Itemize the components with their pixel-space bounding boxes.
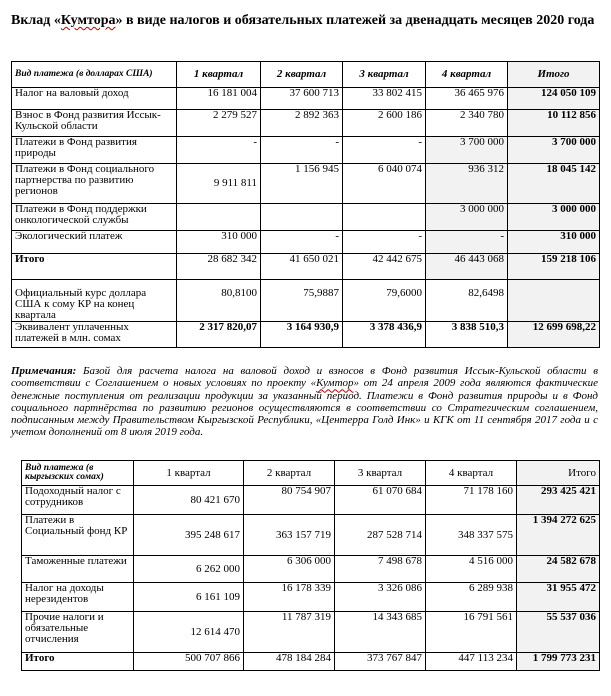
row-label: Эквивалент уплаченных платежей в млн. сомах	[12, 322, 177, 348]
cell-value: 6 306 000	[244, 556, 335, 583]
cell-value: 41 650 021	[261, 254, 343, 280]
cell-total: 159 218 106	[508, 254, 600, 280]
table-row	[12, 204, 600, 231]
cell-value: 37 600 713	[261, 88, 343, 110]
row-label: Прочие налоги и обязательные отчисления	[22, 612, 134, 653]
cell-value: 6 040 074	[343, 164, 426, 204]
row-label: Налог на доходы нерезидентов	[22, 583, 134, 612]
row-label: Официальный курс доллара США к сому КР на конец квартала	[12, 280, 177, 322]
cell-value: 310 000	[177, 231, 261, 254]
table-row	[22, 612, 600, 653]
usd-payments-table	[11, 61, 600, 348]
cell-value: 80,8100	[177, 280, 261, 322]
cell-value: -	[343, 231, 426, 254]
cell-value: 2 892 363	[261, 110, 343, 137]
cell-value: -	[261, 137, 343, 164]
page-title: Вклад «Кумтора» в виде налогов и обязательных платежей за двенадцать месяцев 2020 года	[11, 13, 595, 28]
table-row	[22, 556, 600, 583]
header-cell: 4 квартал	[426, 461, 517, 486]
cell-value	[343, 204, 426, 231]
cell-value: 82,6498	[426, 280, 508, 322]
row-label: Итого	[12, 254, 177, 280]
header-cell: 1 квартал	[134, 461, 244, 486]
cell-value: 3 326 086	[335, 583, 426, 612]
cell-value: 42 442 675	[343, 254, 426, 280]
cell-total: 55 537 036	[517, 612, 600, 653]
cell-value: 9 911 811	[177, 164, 261, 204]
row-label: Платежи в Фонд социального партнерства по развитию регионов	[12, 164, 177, 204]
cell-value: 348 337 575	[426, 515, 517, 556]
cell-value: 6 289 938	[426, 583, 517, 612]
row-label: Налог на валовый доход	[12, 88, 177, 110]
cell-value: 46 443 068	[426, 254, 508, 280]
cell-value: 7 498 678	[335, 556, 426, 583]
cell-value: 36 465 976	[426, 88, 508, 110]
table-row	[12, 164, 600, 204]
header-cell: Итого	[508, 62, 600, 88]
table-row	[12, 322, 600, 348]
cell-value: 3 164 930,9	[261, 322, 343, 348]
header-cell: Вид платежа (в долларах США)	[12, 62, 177, 88]
cell-value: 71 178 160	[426, 486, 517, 515]
cell-value: 447 113 234	[426, 653, 517, 671]
cell-value: 33 802 415	[343, 88, 426, 110]
table-row	[12, 110, 600, 137]
table-row	[12, 231, 600, 254]
table-header-row	[22, 461, 600, 486]
cell-value: 3 378 436,9	[343, 322, 426, 348]
cell-total: 124 050 109	[508, 88, 600, 110]
header-cell: 1 квартал	[177, 62, 261, 88]
cell-total: 10 112 856	[508, 110, 600, 137]
table-row	[12, 137, 600, 164]
notes-paragraph: Примечания: Базой для расчета налога на валовой доход и взносов в Фонд развития Иссык-Кульской области в соответствии с Соглашением о новых условиях по проекту «Кумтор» от 24 апреля 2009 года являются фактические денежные поступления от реализации продукции за указанный период. Платежи в Фонд развития природы и в Фонд социального партнёрства по развитию регионов осуществляются в соответствии со Стратегическим соглашением, подписанным между Правительством Кыргызской Республики, «Центерра Голд Инк» и КГК от 11 сентября 2017 года и с учетом дополнений от 8 июля 2019 года.	[11, 365, 598, 439]
table-header-row	[12, 62, 600, 88]
cell-value: 3 838 510,3	[426, 322, 508, 348]
header-cell: Вид платежа (в кыргызских сомах)	[22, 461, 134, 486]
cell-value: -	[261, 231, 343, 254]
cell-value: 12 614 470	[134, 612, 244, 653]
cell-total: 12 699 698,22	[508, 322, 600, 348]
cell-value: 1 156 945	[261, 164, 343, 204]
cell-value: 478 184 284	[244, 653, 335, 671]
total-row	[12, 254, 600, 280]
cell-value: 3 000 000	[426, 204, 508, 231]
cell-value	[261, 204, 343, 231]
cell-value: 6 262 000	[134, 556, 244, 583]
cell-value: 936 312	[426, 164, 508, 204]
cell-value: 500 707 866	[134, 653, 244, 671]
row-label: Платежи в Фонд развития природы	[12, 137, 177, 164]
row-label: Платежи в Социальный фонд КР	[22, 515, 134, 556]
cell-value	[177, 204, 261, 231]
header-cell: Итого	[517, 461, 600, 486]
cell-value: 28 682 342	[177, 254, 261, 280]
cell-value: -	[177, 137, 261, 164]
cell-value: 16 181 004	[177, 88, 261, 110]
cell-value: 80 754 907	[244, 486, 335, 515]
som-payments-table	[21, 460, 600, 671]
table-row	[22, 486, 600, 515]
cell-value: 75,9887	[261, 280, 343, 322]
row-label: Экологический платеж	[12, 231, 177, 254]
cell-value: 80 421 670	[134, 486, 244, 515]
header-cell: 2 квартал	[261, 62, 343, 88]
cell-value: 2 317 820,07	[177, 322, 261, 348]
row-label: Взнос в Фонд развития Иссык-Кульской области	[12, 110, 177, 137]
cell-value: 11 787 319	[244, 612, 335, 653]
cell-value: 3 700 000	[426, 137, 508, 164]
header-cell: 2 квартал	[244, 461, 335, 486]
cell-value: 4 516 000	[426, 556, 517, 583]
header-cell: 3 квартал	[335, 461, 426, 486]
cell-value: 2 340 780	[426, 110, 508, 137]
table-row	[12, 280, 600, 322]
cell-value: 2 279 527	[177, 110, 261, 137]
cell-value: 373 767 847	[335, 653, 426, 671]
cell-total: 1 394 272 625	[517, 515, 600, 556]
cell-value: -	[426, 231, 508, 254]
total-row	[22, 653, 600, 671]
cell-value: 61 070 684	[335, 486, 426, 515]
company-name: Кумтора	[60, 13, 116, 28]
header-cell: 3 квартал	[343, 62, 426, 88]
cell-value: 6 161 109	[134, 583, 244, 612]
cell-value: -	[343, 137, 426, 164]
cell-value: 395 248 617	[134, 515, 244, 556]
cell-total: 24 582 678	[517, 556, 600, 583]
cell-total: 1 799 773 231	[517, 653, 600, 671]
cell-value: 16 791 561	[426, 612, 517, 653]
cell-value: 79,6000	[343, 280, 426, 322]
cell-total: 18 045 142	[508, 164, 600, 204]
cell-value: 287 528 714	[335, 515, 426, 556]
cell-total: 310 000	[508, 231, 600, 254]
cell-value: 363 157 719	[244, 515, 335, 556]
cell-total: 3 000 000	[508, 204, 600, 231]
row-label: Подоходный налог с сотрудников	[22, 486, 134, 515]
cell-total: 3 700 000	[508, 137, 600, 164]
cell-value: 16 178 339	[244, 583, 335, 612]
table-row	[22, 515, 600, 556]
cell-total: 31 955 472	[517, 583, 600, 612]
cell-value: 2 600 186	[343, 110, 426, 137]
row-label: Платежи в Фонд поддержки онкологической службы	[12, 204, 177, 231]
row-label: Итого	[22, 653, 134, 671]
table-row	[12, 88, 600, 110]
cell-value: 14 343 685	[335, 612, 426, 653]
header-cell: 4 квартал	[426, 62, 508, 88]
table-row	[22, 583, 600, 612]
row-label: Таможенные платежи	[22, 556, 134, 583]
cell-total	[508, 280, 600, 322]
cell-total: 293 425 421	[517, 486, 600, 515]
